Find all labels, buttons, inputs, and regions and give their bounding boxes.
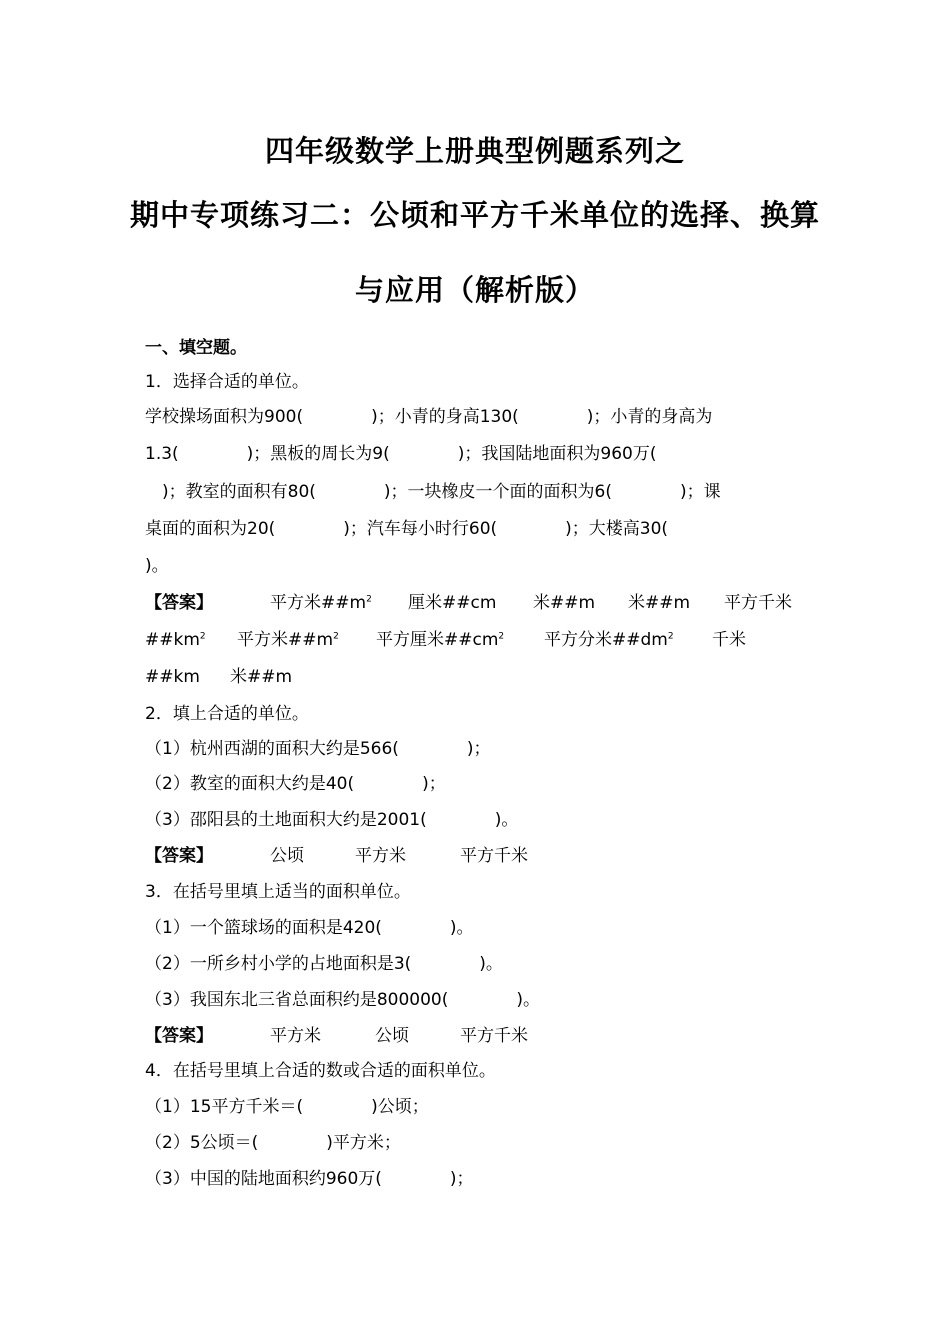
question-1-answer-7: 平方米$\#\#m^2$	[237, 630, 339, 650]
question-3-answer-2: 公顷	[375, 1026, 409, 1046]
question-1-answer-6: $\#\#km^2$	[145, 630, 206, 650]
question-4-prompt: 4．在括号里填上合适的数或合适的面积单位。	[145, 1061, 496, 1081]
question-3-answer-tag: 【答案】	[145, 1026, 213, 1046]
question-2-answer-1: 公顷	[270, 846, 304, 866]
question-3-answer-1: 平方米	[270, 1026, 321, 1046]
question-1-answer-4: 米##m	[628, 593, 691, 613]
question-1-text-line-3: )；教室的面积有80( )；一块橡皮一个面的面积为6( )；课	[145, 482, 721, 502]
question-1-answer-1: 平方米$\#\#m^2$	[270, 593, 372, 613]
question-1-answer-5: 平方千米	[724, 593, 792, 613]
question-2-item-3: （3）邵阳县的土地面积大约是2001( )。	[145, 810, 519, 830]
question-4-item-1: （1）15平方千米＝( )公顷；	[145, 1097, 429, 1117]
question-1-answer-8: 平方厘米$\#\#cm^2$	[376, 630, 505, 650]
question-1-text-line-4: 桌面的面积为20( )；汽车每小时行60( )；大楼高30(	[145, 519, 669, 539]
question-1-answer-10: 千米	[712, 630, 746, 650]
question-1-answer-12: 米##m	[230, 667, 293, 687]
question-2-answer-3: 平方千米	[460, 846, 528, 866]
question-2-answer-tag: 【答案】	[145, 846, 213, 866]
question-2-item-1: （1）杭州西湖的面积大约是566( )；	[145, 739, 491, 759]
question-1-text-line-1: 学校操场面积为900( )；小青的身高130( )；小青的身高为	[145, 407, 713, 427]
question-1-text-line-5: )。	[145, 556, 169, 576]
question-3-item-1: （1）一个篮球场的面积是420( )。	[145, 918, 474, 938]
question-3-answer-3: 平方千米	[460, 1026, 528, 1046]
section-heading-fill-blanks: 一、填空题。	[145, 338, 247, 358]
document-title-line-1: 四年级数学上册典型例题系列之	[264, 134, 685, 168]
question-1-answer-3: 米##m	[533, 593, 596, 613]
question-4-item-3: （3）中国的陆地面积约960万( )；	[145, 1169, 474, 1189]
question-1-answer-2: 厘米##cm	[408, 593, 497, 613]
question-3-item-2: （2）一所乡村小学的占地面积是3( )。	[145, 954, 503, 974]
question-2-prompt: 2．填上合适的单位。	[145, 704, 309, 724]
question-1-prompt: 1．选择合适的单位。	[145, 372, 309, 392]
document-title-line-3: 与应用（解析版）	[354, 273, 595, 307]
question-2-answer-2: 平方米	[355, 846, 406, 866]
document-title-line-2: 期中专项练习二：公顷和平方千米单位的选择、换算	[129, 198, 820, 232]
question-3-prompt: 3．在括号里填上适当的面积单位。	[145, 882, 411, 902]
question-3-item-3: （3）我国东北三省总面积约是800000( )。	[145, 990, 540, 1010]
question-2-item-2: （2）教室的面积大约是40( )；	[145, 774, 446, 794]
question-1-answer-tag: 【答案】	[145, 593, 213, 613]
question-4-item-2: （2）5公顷＝( )平方米；	[145, 1133, 401, 1153]
question-1-answer-11: ##km	[145, 667, 200, 687]
question-1-text-line-2: 1.3( )；黑板的周长为9( )；我国陆地面积为960万(	[145, 444, 657, 464]
question-1-answer-9: 平方分米$\#\#dm^2$	[544, 630, 674, 650]
